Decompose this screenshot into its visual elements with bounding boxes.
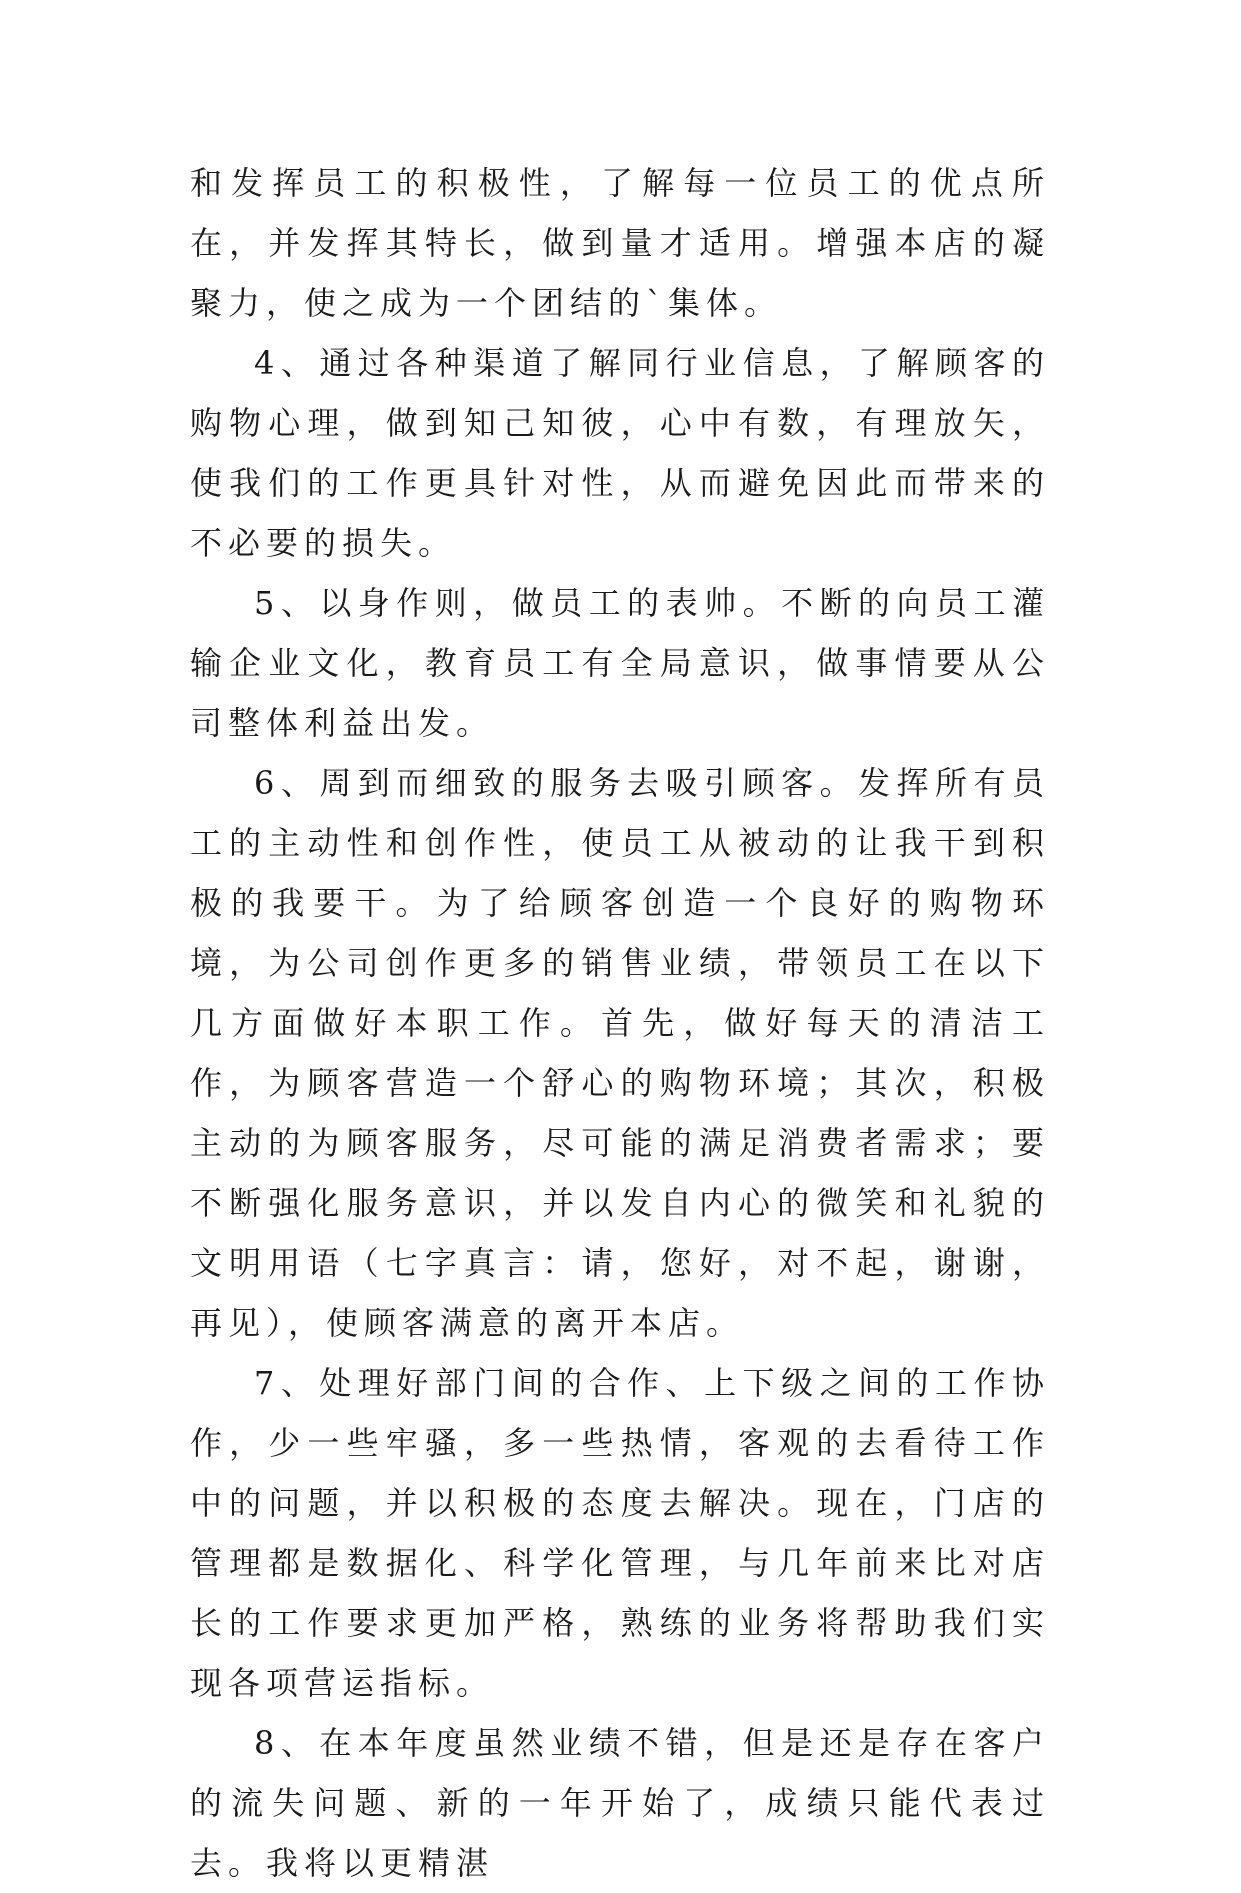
document-body xyxy=(190,153,1050,1893)
paragraph-item-7: 7、处理好部门间的合作、上下级之间的工作协作，少一些牢骚，多一些热情，客观的去看待工作中的问题，并以积极的态度去解决。现在，门店的管理都是数据化、科学化管理，与几年前来比对店长的工作要求更加严格，熟练的业务将帮助我们实现各项营运指标。 xyxy=(190,1364,1050,1702)
paragraph-item-5: 5、以身作则，做员工的表帅。不断的向员工灌输企业文化，教育员工有全局意识，做事情要从公司整体利益出发。 xyxy=(190,584,1050,742)
paragraph-item-4: 4、通过各种渠道了解同行业信息，了解顾客的购物心理，做到知己知彼，心中有数，有理放矢，使我们的工作更具针对性，从而避免因此而带来的不必要的损失。 xyxy=(190,344,1050,562)
paragraph-item-8: 8、在本年度虽然业绩不错，但是还是存在客户的流失问题、新的一年开始了，成绩只能代表过去。我将以更精湛 xyxy=(190,1724,1050,1882)
paragraph-item-6: 6、周到而细致的服务去吸引顾客。发挥所有员工的主动性和创作性，使员工从被动的让我干到积极的我要干。为了给顾客创造一个良好的购物环境，为公司创作更多的销售业绩，带领员工在以下几方面做好本职工作。首先，做好每天的清洁工作，为顾客营造一个舒心的购物环境；其次，积极主动的为顾客服务，尽可能的满足消费者需求；要不断强化服务意识，并以发自内心的微笑和礼貌的文明用语（七字真言：请，您好，对不起，谢谢，再见），使顾客满意的离开本店。 xyxy=(190,764,1050,1342)
paragraph-continued: 和发挥员工的积极性，了解每一位员工的优点所在，并发挥其特长，做到量才适用。增强本店的凝聚力，使之成为一个团结的`集体。 xyxy=(190,164,1050,322)
